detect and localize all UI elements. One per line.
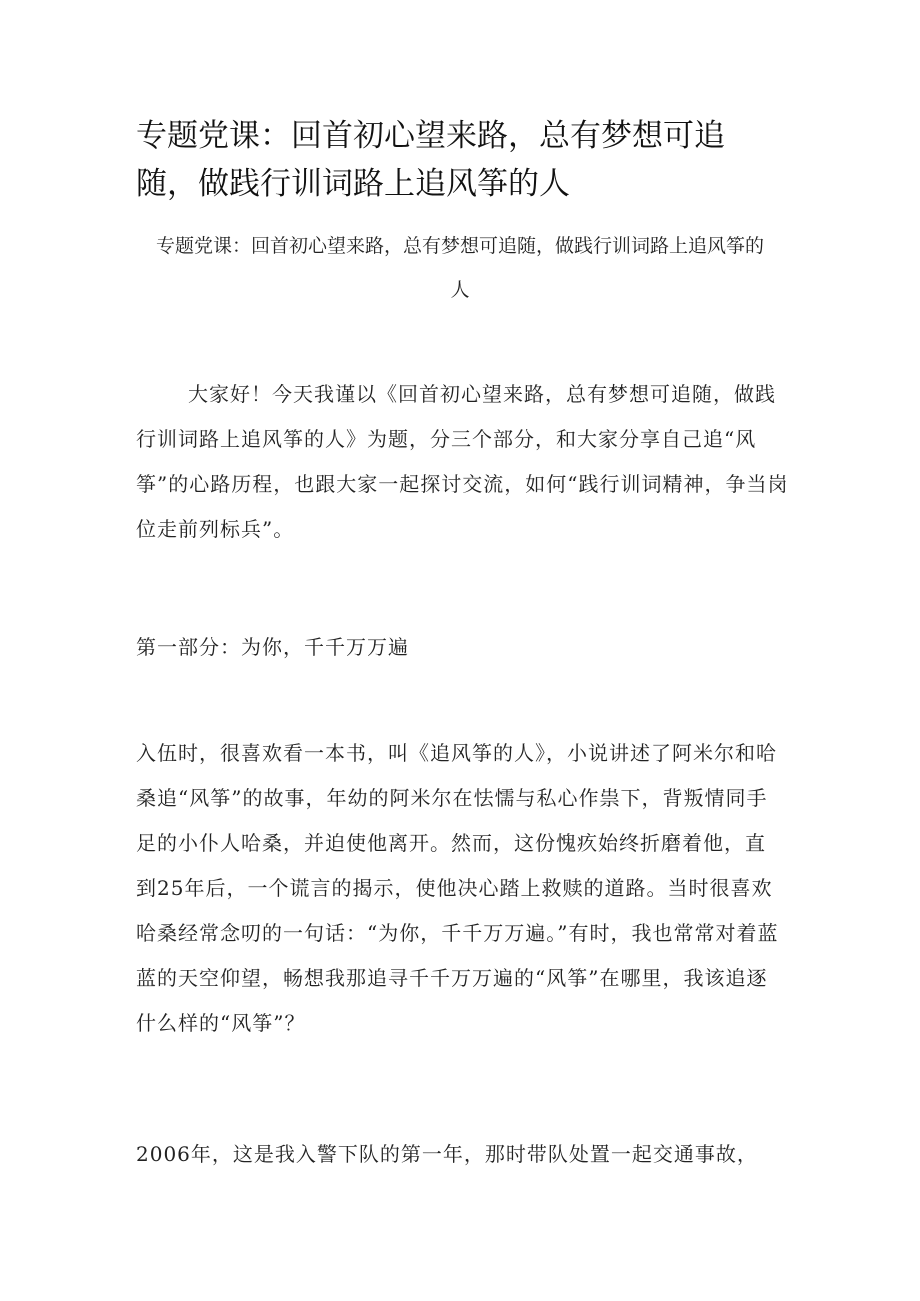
section-heading-part-one: 第一部分：为你，千千万万遍 [136,635,409,659]
document-title: 专题党课：回首初心望来路，总有梦想可追随，做践行训词路上追风筝的人 [136,118,725,202]
intro-paragraph: 大家好！今天我谨以《回首初心望来路，总有梦想可追随，做践行训词路上追风筝的人》为题，分三个部分，和大家分享自己追“风筝”的心路历程，也跟大家一起探讨交流，如何“践行训词精神，争当岗位走前列标兵”。 [136,382,789,541]
document-subtitle: 专题党课：回首初心望来路，总有梦想可追随，做践行训词路上追风筝的人 [155,235,764,301]
body-paragraph: 入伍时，很喜欢看一本书，叫《追风筝的人》，小说讲述了阿米尔和哈桑追“风筝”的故事，年幼的阿米尔在怯懦与私心作祟下，背叛情同手足的小仆人哈桑，并迫使他离开。然而，这份愧疚始终折磨着他，直到25年后，一个谎言的揭示，使他决心踏上救赎的道路。当时很喜欢哈桑经常念叨的一句话：“为你，千千万万遍。”有时，我也常常对着蓝蓝的天空仰望，畅想我那追寻千千万万遍的“风筝”在哪里，我该追逐什么样的“风筝”？ [136,741,779,1035]
body-paragraph-continued: 2006年，这是我入警下队的第一年，那时带队处置一起交通事故， [136,1142,758,1166]
